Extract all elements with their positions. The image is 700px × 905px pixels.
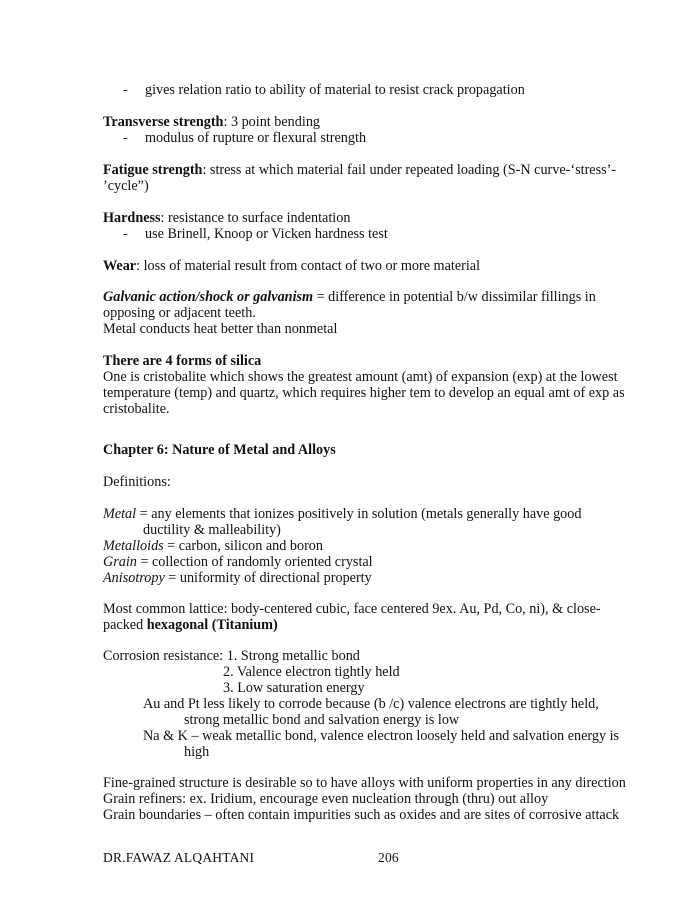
- fatigue-strength-line: [103, 162, 616, 178]
- silica-line-1: One is cristobalite which shows the greatest amount (amt) of expansion (exp) at the lowest: [103, 369, 618, 385]
- term: Wear: [103, 258, 137, 274]
- hardness-line: [103, 210, 350, 226]
- metal-definition-2: ductility & malleability): [143, 522, 281, 538]
- term: Metal: [103, 506, 137, 522]
- corrosion-line-5: strong metallic bond and salvation energy is low: [184, 712, 460, 728]
- definition: : resistance to surface indentation: [160, 210, 351, 226]
- footer-author: DR.FAWAZ ALQAHTANI: [103, 850, 255, 865]
- definition: = carbon, silicon and boron: [163, 538, 323, 554]
- silica-heading: There are 4 forms of silica: [103, 353, 262, 369]
- footer-page-number: 206: [378, 850, 399, 865]
- fine-grain-line-1: Fine-grained structure is desirable so to have alloys with uniform properties in any direction: [103, 775, 626, 791]
- anisotropy-definition: [103, 570, 372, 586]
- corrosion-line-6: Na & K – weak metallic bond, valence electron loosely held and salvation energy is: [143, 728, 620, 744]
- line-text: packed: [103, 617, 147, 633]
- line-text: modulus of rupture or flexural strength: [145, 130, 367, 146]
- definitions-label: Definitions:: [103, 474, 171, 490]
- corrosion-line-2: 2. Valence electron tightly held: [223, 664, 400, 680]
- bullet-line: [123, 82, 525, 98]
- definition: = difference in potential b/w dissimilar fillings in: [313, 289, 596, 305]
- silica-line-2: temperature (temp) and quartz, which requires higher tem to develop an equal amt of exp as: [103, 385, 625, 401]
- definition: = uniformity of directional property: [164, 570, 372, 586]
- term: Hardness: [103, 210, 161, 226]
- term: Metalloids: [103, 538, 164, 554]
- term: Fatigue strength: [103, 162, 203, 178]
- corrosion-line-7: high: [184, 744, 210, 760]
- term: Anisotropy: [103, 570, 165, 586]
- corrosion-line-1: Corrosion resistance: 1. Strong metallic bond: [103, 648, 360, 664]
- term: Galvanic action/shock or galvanism: [103, 289, 314, 305]
- metalloids-definition: [103, 538, 323, 554]
- lattice-line-1: Most common lattice: body-centered cubic, face centered 9ex. Au, Pd, Co, ni), & close-: [103, 601, 601, 617]
- emphasis: hexagonal (Titanium): [146, 617, 278, 633]
- metal-definition: [103, 506, 581, 522]
- definition: = collection of randomly oriented crystal: [136, 554, 373, 570]
- wear-line: [103, 258, 480, 274]
- definition: : stress at which material fail under repeated loading (S-N curve-‘stress’-: [202, 162, 617, 178]
- definition: : loss of material result from contact of two or more material: [136, 258, 481, 274]
- term: Transverse strength: [103, 114, 224, 130]
- bullet-line: [123, 226, 388, 242]
- chapter-heading: Chapter 6: Nature of Metal and Alloys: [103, 442, 336, 458]
- transverse-strength-line: [103, 114, 320, 130]
- galvanic-line-2: opposing or adjacent teeth.: [103, 305, 256, 321]
- corrosion-line-4: Au and Pt less likely to corrode because (b /c) valence electrons are tightly held,: [143, 696, 599, 712]
- bullet-dash: -: [123, 130, 128, 146]
- definition: : 3 point bending: [223, 114, 321, 130]
- silica-line-3: cristobalite.: [103, 401, 170, 417]
- line-text: use Brinell, Knoop or Vicken hardness test: [145, 226, 388, 242]
- grain-definition: [103, 554, 373, 570]
- fine-grain-line-3: Grain boundaries – often contain impurities such as oxides and are sites of corrosive attack: [103, 807, 620, 823]
- corrosion-line-3: 3. Low saturation energy: [223, 680, 365, 696]
- bullet-dash: -: [123, 82, 128, 98]
- line-text: gives relation ratio to ability of material to resist crack propagation: [145, 82, 525, 98]
- term: Grain: [103, 554, 137, 570]
- fatigue-strength-line-2: ’cycle”): [103, 178, 149, 194]
- metal-heat-line: Metal conducts heat better than nonmetal: [103, 321, 338, 337]
- definition: = any elements that ionizes positively in solution (metals generally have good: [136, 506, 582, 522]
- lattice-line-2: [103, 617, 278, 633]
- bullet-line: [123, 130, 366, 146]
- galvanic-line: [103, 289, 596, 305]
- fine-grain-line-2: Grain refiners: ex. Iridium, encourage even nucleation through (thru) out alloy: [103, 791, 549, 807]
- bullet-dash: -: [123, 226, 128, 242]
